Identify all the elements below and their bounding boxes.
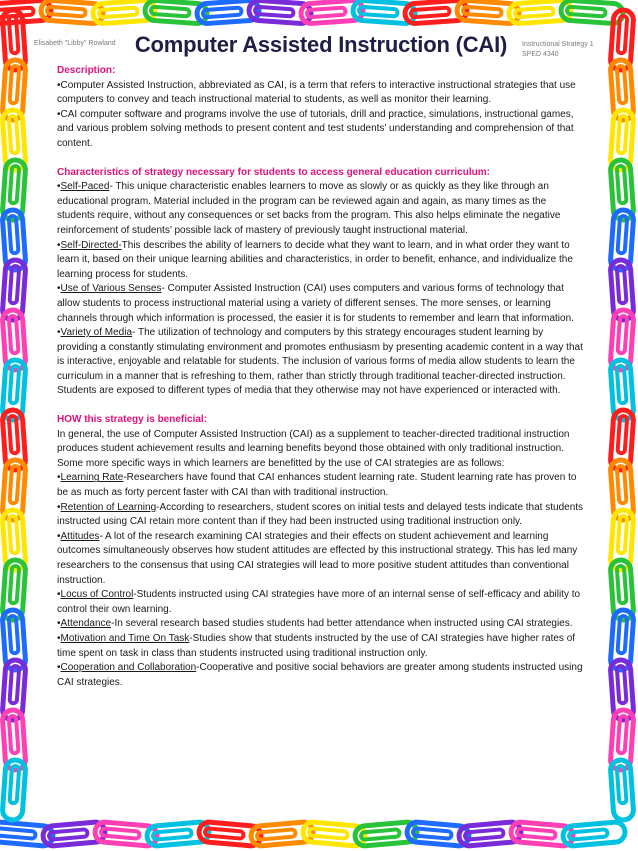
description-bullet: •CAI computer software and programs involve the use of tutorials, drill and practice, simulations, instructional games, and various problem solving methods to present content and test students’ understanding and comprehension of that content. [57, 108, 574, 149]
characteristic-item: •Variety of Media- The utilization of technology and computers by this strategy encourages student learning by providing a constantly stimulating environment and promotes enthusiasm by presenting academic content in a way that is interactive, enjoyable and relatable for students. The inclusion of various forms of media allow students to learn the curriculum in a manner that is refreshing to them, rather than strictly through traditional teacher-directed instruction. Students are exposed to different types of media that they otherwise may not have experienced or interacted with. [57, 327, 583, 397]
benefit-item: •Attitudes- A lot of the research examining CAI strategies and their effects on student achievement and learning outcomes simultaneously observes how student attitudes are effected by this instructional strategy. This has led many researchers to the consensus that using CAI strategies will lead to more positive student attitudes than conventional instruction. [57, 530, 578, 586]
benefit-item: •Learning Rate-Researchers have found that CAI enhances student learning rate. Student learning rate has proven to be as much as forty percent faster with CAI than with traditional instruction. [57, 472, 577, 499]
benefits-heading: HOW this strategy is beneficial: [57, 414, 208, 426]
benefit-item: •Motivation and Time On Task-Studies show that students instructed by the use of CAI strategies have higher rates of time spent on task in class than students instructed using traditional instruction only. [57, 632, 576, 659]
description-bullet: •Computer Assisted Instruction, abbreviated as CAI, is a term that refers to interactive instructional strategies that use computers to convey and teach instructional material to students, as well as monitor their learning. [57, 79, 576, 106]
characteristic-term: Use of Various Senses [60, 283, 162, 295]
benefit-term: Attendance [60, 618, 112, 630]
header-course [522, 40, 594, 60]
benefit-item: •Locus of Control-Students instructed using CAI strategies have more of an internal sense of self-efficacy and ability to control their own learning. [57, 589, 581, 615]
description-heading: Description: [57, 65, 116, 76]
characteristics-heading: Characteristics of strategy necessary for students to access general education curriculum: [57, 166, 490, 178]
benefit-item: •Attendance-In several research based studies students had better attendance when instructed using CAI strategies. [57, 618, 573, 630]
document-body [57, 64, 584, 690]
header-author: Elisabeth "Libby" Rowland [34, 40, 116, 47]
benefit-term: Motivation and Time On Task [60, 632, 190, 644]
title-banner [118, 30, 524, 60]
header-course-title: Instructional Strategy 1 [522, 41, 594, 48]
characteristic-item: •Self-Paced- This unique characteristic enables learners to move as slowly or as quickly as they like through an educational program. Material included in the program can be reviewed again and again, as many times as the students require, without any consequences or set backs from the program. This also helps eliminate the negative reinforcement of students’ possible lack of mastery of previously taught instructional material. [57, 181, 561, 236]
characteristic-term: Variety of Media [60, 327, 133, 339]
benefit-term: Locus of Control [60, 589, 134, 601]
benefits-intro: In general, the use of Computer Assisted Instruction (CAI) as a supplement to teacher-directed traditional instruction produces student achievement results and learning benefits beyond those obtained with only traditional instruction. Some more specific ways in which learners are benefitted by the use of CAI strategies are as follows: [57, 428, 570, 469]
characteristic-item: •Self-Directed-This describes the ability of learners to decide what they want to learn, and in what order they want to learn it, based on their unique learning abilities and characteristics, in order to benefit, enhance, and individualize the learning process for students. [57, 239, 573, 280]
header-course-code: SPED 4340 [522, 51, 559, 58]
benefit-term: Learning Rate [60, 472, 124, 484]
benefit-term: Cooperation and Collaboration [60, 662, 197, 674]
characteristic-term: Self-Directed- [60, 239, 122, 251]
benefit-item: •Cooperation and Collaboration-Cooperative and positive social behaviors are greater among students instructed using CAI strategies. [57, 662, 583, 688]
characteristic-item: •Use of Various Senses- Computer Assisted Instruction (CAI) uses computers and various forms of technology that allow students to process instructional material using a variety of different senses. The more senses, or learning channels through which information is processed, the easier it is for students to remember and learn that information. [57, 283, 574, 324]
benefit-term: Retention of Learning [60, 501, 157, 513]
page-title: Computer Assisted Instruction (CAI) [134, 32, 508, 57]
characteristic-term: Self-Paced [60, 181, 110, 193]
benefit-term: Attitudes [60, 530, 100, 542]
benefit-item: •Retention of Learning-According to researchers, student scores on initial tests and delayed tests indicate that students instructed using CAI retain more content than if they had been instructed using traditional instruction only. [57, 501, 584, 528]
